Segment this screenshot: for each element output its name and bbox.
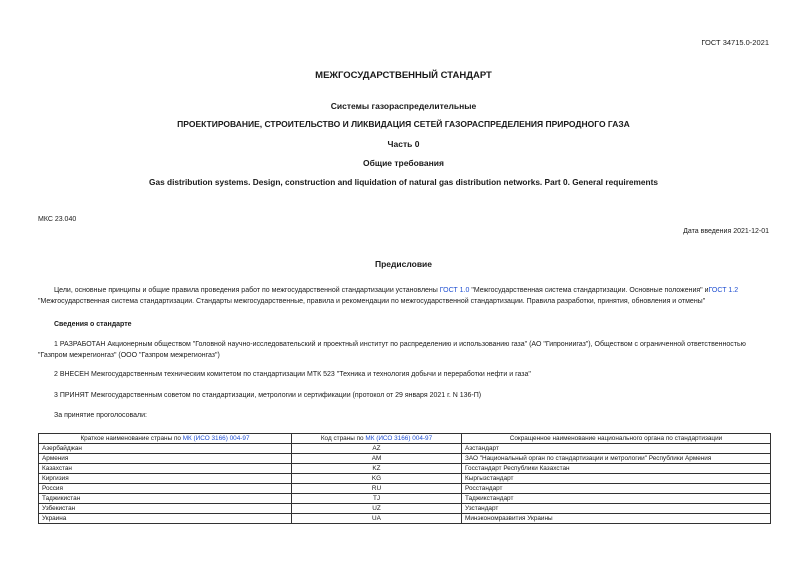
document-title: ПРОЕКТИРОВАНИЕ, СТРОИТЕЛЬСТВО И ЛИКВИДАЦИЯ СЕТЕЙ ГАЗОРАСПРЕДЕЛЕНИЯ ПРИРОДНОГО ГАЗА xyxy=(177,119,630,129)
header-country-name xyxy=(39,434,292,444)
national-body-cell: ЗАО "Национальный орган по стандартизации и метрологии" Республики Армения xyxy=(462,454,771,464)
country-name-cell: Таджикистан xyxy=(39,494,292,504)
mks-code: МКС 23.040 xyxy=(38,216,77,223)
country-name-cell: Россия xyxy=(39,484,292,494)
country-code-cell: AZ xyxy=(292,444,462,454)
foreword-text-b: "Межгосударственная система стандартизации. Основные положения" и xyxy=(469,287,709,294)
subtitle: Общие требования xyxy=(363,158,444,168)
voted-for-label: За принятие проголосовали: xyxy=(54,412,147,419)
part-number: Часть 0 xyxy=(387,139,420,149)
table-row xyxy=(39,484,771,494)
national-body-cell: Таджикстандарт xyxy=(462,494,771,504)
country-code-cell: KZ xyxy=(292,464,462,474)
table-row xyxy=(39,474,771,484)
country-name-cell: Киргизия xyxy=(39,474,292,484)
foreword-heading: Предисловие xyxy=(374,259,433,269)
table-row xyxy=(39,494,771,504)
country-name-cell: Казахстан xyxy=(39,464,292,474)
national-body-cell: Росстандарт xyxy=(462,484,771,494)
country-code-cell: UA xyxy=(292,514,462,524)
national-body-cell: Узстандарт xyxy=(462,504,771,514)
header-country-code xyxy=(292,434,462,444)
document-code: ГОСТ 34715.0-2021 xyxy=(701,38,769,47)
country-name-cell: Азербайджан xyxy=(39,444,292,454)
voting-countries-table xyxy=(38,433,771,524)
system-name: Системы газораспределительные xyxy=(330,101,477,111)
item-1-developed xyxy=(38,340,770,361)
country-name-cell: Узбекистан xyxy=(39,504,292,514)
standard-info-heading: Сведения о стандарте xyxy=(54,321,132,328)
country-name-cell: Украина xyxy=(39,514,292,524)
table-row xyxy=(39,454,771,464)
national-body-cell: Азстандарт xyxy=(462,444,771,454)
country-code-cell: KG xyxy=(292,474,462,484)
header-code-text: Код страны по xyxy=(320,435,366,442)
country-code-cell: UZ xyxy=(292,504,462,514)
gost-1-2-link[interactable]: ГОСТ 1.2 xyxy=(708,287,739,294)
gost-1-0-link[interactable]: ГОСТ 1.0 xyxy=(439,287,470,294)
country-code-cell: RU xyxy=(292,484,462,494)
mk-iso-3166-link[interactable]: МК (ИСО 3166) 004-97 xyxy=(182,435,250,442)
item-1-text: 1 РАЗРАБОТАН Акционерным обществом "Головной научно-исследовательский и проектный институт по распределению и использованию газа" (АО "Гипрониигаз"), Обществом с ограниченной ответственностью "Газпром межрегионгаз" (ООО "Газпром межрегионгаз") xyxy=(38,341,746,359)
national-body-cell: Госстандарт Республики Казахстан xyxy=(462,464,771,474)
header-country-text: Краткое наименование страны по xyxy=(80,435,183,442)
english-title: Gas distribution systems. Design, construction and liquidation of natural gas distribution networks. Part 0. General requirements xyxy=(149,177,658,187)
table-row xyxy=(39,514,771,524)
foreword-text-a: Цели, основные принципы и общие правила проведения работ по межгосударственной стандартизации установлены xyxy=(54,287,440,294)
national-body-cell: Минэкономразвития Украины xyxy=(462,514,771,524)
country-code-cell: TJ xyxy=(292,494,462,504)
item-3-adopted: 3 ПРИНЯТ Межгосударственным советом по стандартизации, метрологии и сертификации (протокол от 29 января 2021 г. N 136-П) xyxy=(54,392,482,399)
standard-type-heading: МЕЖГОСУДАРСТВЕННЫЙ СТАНДАРТ xyxy=(315,70,492,81)
header-national-body: Сокращенное наименование национального органа по стандартизации xyxy=(462,434,771,444)
national-body-cell: Кыргызстандарт xyxy=(462,474,771,484)
table-header-row xyxy=(39,434,771,444)
foreword-paragraph xyxy=(38,286,770,307)
item-2-submitted: 2 ВНЕСЕН Межгосударственным техническим комитетом по стандартизации МТК 523 "Техника и технология добычи и переработки нефти и газа" xyxy=(54,371,531,378)
country-code-cell: AM xyxy=(292,454,462,464)
table-row xyxy=(39,504,771,514)
table-row xyxy=(39,464,771,474)
table-row xyxy=(39,444,771,454)
country-name-cell: Армения xyxy=(39,454,292,464)
introduction-date: Дата введения 2021-12-01 xyxy=(683,228,769,235)
mk-iso-3166-link[interactable]: МК (ИСО 3166) 004-97 xyxy=(365,435,433,442)
foreword-text-c: "Межгосударственная система стандартизации. Стандарты межгосударственные, правила и рекомендации по межгосударственной стандартизации. Правила разработки, принятия, обновления и отмены" xyxy=(38,297,706,305)
